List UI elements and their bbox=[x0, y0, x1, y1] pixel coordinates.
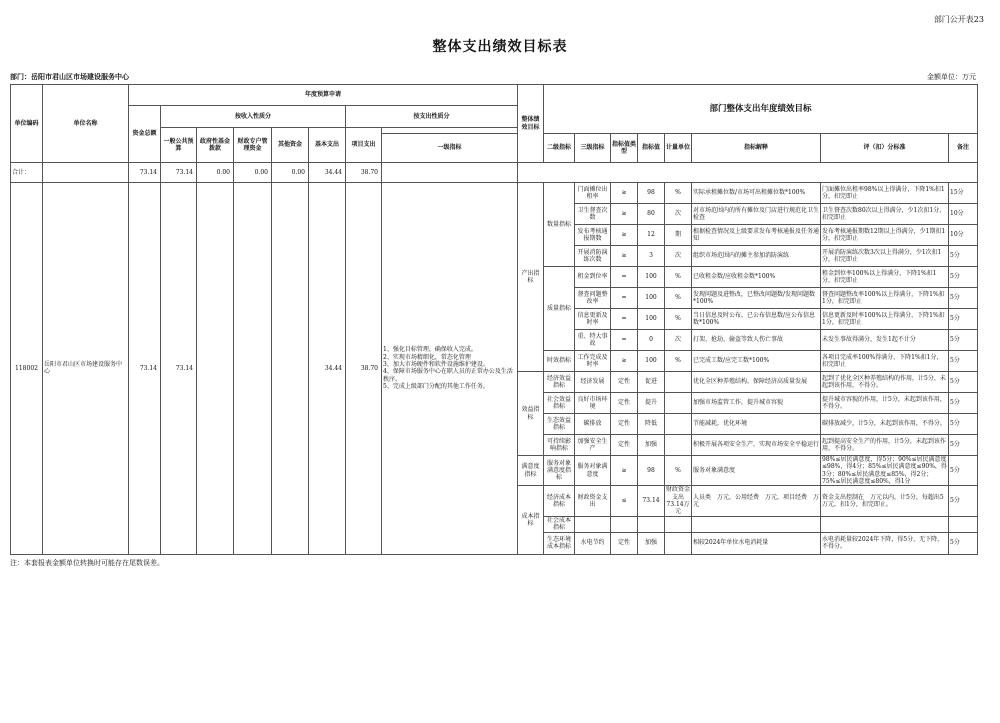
indicator-measure: 期 bbox=[665, 225, 692, 246]
l1-output: 产出指标 bbox=[518, 183, 544, 372]
indicator-explain: 组织市场范围内的摊主参加消防演练 bbox=[692, 246, 821, 267]
indicator-type: ≥ bbox=[611, 204, 638, 225]
indicator-value: 加强 bbox=[638, 532, 665, 554]
indicator-value: 降低 bbox=[638, 414, 665, 435]
l2-social: 社会效益指标 bbox=[544, 393, 575, 414]
page-number: 部门公开表23 bbox=[933, 15, 984, 24]
l1-satisfaction: 满意度指标 bbox=[518, 456, 544, 486]
indicator-type: 定性 bbox=[611, 532, 638, 554]
indicator-explain: 服务对象满意度 bbox=[692, 456, 821, 486]
indicator-value: 73.14 bbox=[638, 486, 665, 516]
indicator-remark: 5分 bbox=[949, 486, 978, 516]
indicator-criteria: 未发生事故得满分，发生1起不计分 bbox=[821, 330, 949, 351]
indicator-criteria: 资金支出控制在 万元以内，计5分，每超出5万元，扣1分，扣完即止。 bbox=[821, 486, 949, 516]
indicator-type: = bbox=[611, 288, 638, 309]
header-measure-unit: 计量单位 bbox=[665, 134, 692, 163]
indicator-type: 定性 bbox=[611, 414, 638, 435]
indicator-explain: 人员类 万元，公用经费 万元，项目经费 万元 bbox=[692, 486, 821, 516]
l2-quality: 质量指标 bbox=[544, 267, 575, 351]
unit-general-budget: 73.14 bbox=[161, 183, 197, 555]
indicator-value: 促进 bbox=[638, 372, 665, 393]
indicator-criteria: 发布考核通报期数12期以上得满分，少1期扣1分，扣完即止 bbox=[821, 225, 949, 246]
indicator-explain: 加强市场监管工作，提升城市容貌 bbox=[692, 393, 821, 414]
indicator-measure: % bbox=[665, 456, 692, 486]
indicator-explain: 已完成工数/应完工数*100% bbox=[692, 351, 821, 372]
header-level2: 二级指标 bbox=[544, 134, 575, 163]
indicator-measure: 财政资金支出73.14万元 bbox=[666, 486, 691, 516]
total-general-value: 73.14 bbox=[161, 163, 197, 183]
indicator-explain: 节能减耗，优化环境 bbox=[692, 414, 821, 435]
indicator-l3: 财政资金支出 bbox=[575, 486, 611, 516]
indicator-value: 提升 bbox=[638, 393, 665, 414]
indicator-measure: % bbox=[665, 267, 692, 288]
indicator-criteria: 水电消耗量较2024年下降，得5分，无下降，不得分。 bbox=[821, 532, 949, 554]
total-basic-value: 34.44 bbox=[309, 163, 346, 183]
indicator-remark: 5分 bbox=[949, 246, 978, 267]
header-remark: 备注 bbox=[949, 134, 978, 163]
indicator-l3: 门面摊位出租率 bbox=[575, 183, 611, 204]
indicator-remark: 10分 bbox=[949, 204, 978, 225]
total-row bbox=[11, 163, 978, 183]
header-criteria: 评（扣）分标准 bbox=[821, 134, 949, 163]
indicator-l3: 良好市场环境 bbox=[575, 393, 611, 414]
indicator-value: 100 bbox=[638, 288, 665, 309]
indicator-criteria: 起到了优化全区种养殖结构的作用，计5分，未起到该作用，不得分。 bbox=[821, 372, 949, 393]
department-label: 部门：岳阳市君山区市场建设服务中心 bbox=[10, 73, 129, 81]
indicator-value: 3 bbox=[638, 246, 665, 267]
indicator-measure: % bbox=[665, 183, 692, 204]
indicator-l3: 经济发展 bbox=[575, 372, 611, 393]
indicator-explain: 优化全区种养殖结构，保障经济高质量发展 bbox=[692, 372, 821, 393]
unit-gov-fund bbox=[197, 183, 234, 555]
total-special-value: 0.00 bbox=[234, 163, 272, 183]
indicator-remark: 10分 bbox=[949, 225, 978, 246]
indicator-type: ≥ bbox=[611, 246, 638, 267]
total-project-value: 38.70 bbox=[346, 163, 382, 183]
indicator-remark: 15分 bbox=[949, 183, 978, 204]
table-row bbox=[11, 183, 978, 204]
l1-cost: 成本指标 bbox=[518, 486, 544, 554]
indicator-l3: 重、特大事故 bbox=[575, 330, 611, 351]
indicator-type: ≥ bbox=[611, 351, 638, 372]
indicator-explain bbox=[692, 516, 821, 532]
l2-sustainable: 可持续影响指标 bbox=[544, 435, 575, 456]
indicator-criteria: 各项目完成率100%得满分，下降1%扣1分，扣完即止 bbox=[821, 351, 949, 372]
indicator-l3: 督查问题整改率 bbox=[575, 288, 611, 309]
indicator-type: = bbox=[611, 267, 638, 288]
indicator-value bbox=[638, 516, 665, 532]
indicator-l3: 租金到位率 bbox=[575, 267, 611, 288]
indicator-remark: 5分 bbox=[949, 267, 978, 288]
indicator-remark: 5分 bbox=[949, 456, 978, 486]
l2-quantity: 数量指标 bbox=[544, 183, 575, 267]
indicator-l3: 卫生督查次数 bbox=[575, 204, 611, 225]
indicator-criteria: 督查问题整改率100%以上得满分，下降1%扣1分，扣完即止 bbox=[821, 288, 949, 309]
header-general-budget: 一般公共预算 bbox=[161, 128, 197, 163]
indicator-remark: 5分 bbox=[949, 532, 978, 554]
unit-other-funds bbox=[272, 183, 309, 555]
header-total-funds: 资金总额 bbox=[129, 106, 161, 163]
header-level1: 一级指标 bbox=[382, 134, 518, 163]
indicator-type: 定性 bbox=[611, 393, 638, 414]
indicator-explain: 相较2024年单位水电消耗量 bbox=[692, 532, 821, 554]
indicator-remark: 5分 bbox=[949, 309, 978, 330]
header-unit-code: 单位编码 bbox=[11, 85, 43, 163]
header-special-account: 财政专户管理资金 bbox=[234, 128, 272, 163]
indicator-type: = bbox=[611, 309, 638, 330]
header-level3: 三级指标 bbox=[575, 134, 611, 163]
overall-goal-text: 1、强化目标管理，确保收入完成。 2、实现市场精细化，常态化管理 3、加大市场硬件和软件设施维护建设。 4、保障市场服务中心在职人员的正常办公及生活秩序。 5、完成上级部门分配的其他工作任务。 bbox=[382, 183, 518, 555]
indicator-explain: 积极开展各项安全生产，实现市场安全平稳运行 bbox=[692, 435, 821, 456]
indicator-remark: 5分 bbox=[949, 435, 978, 456]
indicator-l3: 发布考核通报期数 bbox=[575, 225, 611, 246]
header-gov-fund: 政府性基金拨款 bbox=[197, 128, 234, 163]
page-title: 整体支出绩效目标表 bbox=[432, 39, 568, 55]
l2-service: 服务对象满意度指标 bbox=[544, 456, 575, 486]
indicator-criteria: 信息更新及时率100%以上得满分，下降1%扣1分，扣完即止 bbox=[821, 309, 949, 330]
header-unit-name: 单位名称 bbox=[43, 85, 129, 163]
indicator-type bbox=[611, 516, 638, 532]
indicator-l3 bbox=[575, 516, 611, 532]
performance-target-table bbox=[10, 84, 978, 555]
indicator-remark: 5分 bbox=[949, 351, 978, 372]
l2-economic: 经济效益指标 bbox=[544, 372, 575, 393]
indicator-measure bbox=[665, 532, 692, 554]
indicator-type: 定性 bbox=[611, 372, 638, 393]
total-label: 合计： bbox=[11, 163, 43, 183]
indicator-value: 98 bbox=[638, 456, 665, 486]
unit-name: 岳阳市君山区市场建设服务中心 bbox=[43, 183, 129, 555]
indicator-explain: 打架、抢劫、偷盗等致人伤亡事故 bbox=[692, 330, 821, 351]
total-funds-value: 73.14 bbox=[129, 163, 161, 183]
indicator-type: = bbox=[611, 330, 638, 351]
indicator-measure: % bbox=[665, 288, 692, 309]
indicator-explain: 实际承租摊位数/市场可出租摊位数*100% bbox=[692, 183, 821, 204]
indicator-measure: 次 bbox=[665, 246, 692, 267]
indicator-remark: 5分 bbox=[949, 372, 978, 393]
indicator-remark bbox=[949, 516, 978, 532]
indicator-l3: 服务对象满意度 bbox=[575, 456, 611, 486]
l2-ecological: 生态效益指标 bbox=[544, 414, 575, 435]
indicator-value: 100 bbox=[638, 309, 665, 330]
indicator-explain: 当日信息及时公布，已公布信息数/应公布信息数*100% bbox=[692, 309, 821, 330]
total-other-value: 0.00 bbox=[272, 163, 309, 183]
indicator-measure: 次 bbox=[665, 330, 692, 351]
indicator-criteria: 碳排放减少，计5分，未起到该作用，不得分。 bbox=[821, 414, 949, 435]
indicator-explain: 根据检查情况及上级要求发布考核通报及任务通知 bbox=[692, 225, 821, 246]
indicator-measure bbox=[665, 393, 692, 414]
header-by-income: 按收入性质分 bbox=[161, 106, 346, 128]
header-annual-budget: 年度预算申请 bbox=[129, 85, 518, 106]
indicator-measure bbox=[665, 516, 692, 532]
indicator-l3: 信息更新及时率 bbox=[575, 309, 611, 330]
indicator-value: 0 bbox=[638, 330, 665, 351]
l1-benefit: 效益指标 bbox=[518, 372, 544, 456]
indicator-measure: 次 bbox=[665, 204, 692, 225]
indicator-value: 加强 bbox=[638, 435, 665, 456]
indicator-measure: % bbox=[665, 309, 692, 330]
indicator-type: 定性 bbox=[611, 435, 638, 456]
indicator-l3: 工作完成及时率 bbox=[575, 351, 611, 372]
unit-project-expense: 38.70 bbox=[346, 183, 382, 555]
indicator-remark: 5分 bbox=[949, 330, 978, 351]
indicator-l3: 加强安全生产 bbox=[575, 435, 611, 456]
l2-economic-cost: 经济成本指标 bbox=[544, 486, 575, 516]
l2-timeliness: 时效指标 bbox=[544, 351, 575, 372]
header-other-funds: 其他资金 bbox=[272, 128, 309, 163]
indicator-criteria: 提升城市容貌的作用，计5分，未起到该作用，不得分。 bbox=[821, 393, 949, 414]
indicator-criteria: 开展消防演练次数3次以上得满分，少1次扣1分，扣完即止 bbox=[821, 246, 949, 267]
indicator-remark: 5分 bbox=[949, 393, 978, 414]
header-value-type: 指标值类型 bbox=[611, 134, 638, 163]
indicator-type: ≥ bbox=[611, 183, 638, 204]
indicator-explain: 对市场范围内的所有摊位及门店进行规范化卫生检查 bbox=[692, 204, 821, 225]
header-by-expense: 按支出性质分 bbox=[346, 106, 518, 128]
indicator-criteria: 卫生督查次数80次以上得满分，少1次扣1分，扣完即止 bbox=[821, 204, 949, 225]
header-project-expense: 项目支出 bbox=[346, 128, 382, 163]
indicator-measure bbox=[665, 414, 692, 435]
indicator-type: ≥ bbox=[611, 225, 638, 246]
header-overall-goal: 整体绩效目标 bbox=[518, 85, 544, 163]
indicator-value: 80 bbox=[638, 204, 665, 225]
indicator-criteria: 98%≤居民满意度，得5分；90%≤居民满意度≤98%，得4分；85%≤居民满意度≤90%，得3分；80%≤居民满意度≤85%，得2分；75%≤居民满意度≤80%，得1分 bbox=[822, 456, 947, 485]
header-value: 指标值 bbox=[638, 134, 665, 163]
indicator-criteria: 门面摊位出租率98%以上得满分，下降1%扣1分，扣完即止 bbox=[821, 183, 949, 204]
header-performance-targets: 部门整体支出年度绩效目标 bbox=[544, 85, 978, 134]
indicator-l3: 开展消防演练次数 bbox=[575, 246, 611, 267]
indicator-criteria: 起到提高安全生产的作用，计5分，未起到该作用，不得分。 bbox=[821, 435, 949, 456]
footnote: 注：本套报表金额单位转换时可能存在尾数误差。 bbox=[10, 559, 164, 567]
indicator-explain: 已收租金数/应收租金数*100% bbox=[692, 267, 821, 288]
indicator-value: 100 bbox=[638, 267, 665, 288]
l2-ecological-cost: 生态环境成本指标 bbox=[544, 532, 575, 554]
indicator-value: 98 bbox=[638, 183, 665, 204]
indicator-type: ≥ bbox=[611, 456, 638, 486]
indicator-explain: 发现问题及进整改，已整改问题数/发现问题数*100% bbox=[692, 288, 821, 309]
indicator-measure: % bbox=[665, 351, 692, 372]
indicator-measure bbox=[665, 435, 692, 456]
indicator-l3: 碳排放 bbox=[575, 414, 611, 435]
amount-unit-label: 金额单位：万元 bbox=[927, 73, 976, 81]
indicator-criteria: 租金到位率100%以上得满分，下降1%扣1分，扣完即止 bbox=[821, 267, 949, 288]
indicator-value: 12 bbox=[638, 225, 665, 246]
unit-basic-expense: 34.44 bbox=[309, 183, 346, 555]
total-fund-value: 0.00 bbox=[197, 163, 234, 183]
indicator-value: 100 bbox=[638, 351, 665, 372]
indicator-criteria bbox=[821, 516, 949, 532]
l2-social-cost: 社会成本指标 bbox=[544, 516, 575, 532]
indicator-remark: 5分 bbox=[949, 288, 978, 309]
header-explanation: 指标解释 bbox=[692, 134, 821, 163]
unit-special-account bbox=[234, 183, 272, 555]
indicator-remark: 5分 bbox=[949, 414, 978, 435]
unit-total-funds: 73.14 bbox=[129, 183, 161, 555]
indicator-measure bbox=[665, 372, 692, 393]
indicator-type: ≤ bbox=[611, 486, 638, 516]
header-basic-expense: 基本支出 bbox=[309, 128, 346, 163]
unit-code: 118002 bbox=[11, 183, 43, 555]
indicator-l3: 水电节约 bbox=[575, 532, 611, 554]
